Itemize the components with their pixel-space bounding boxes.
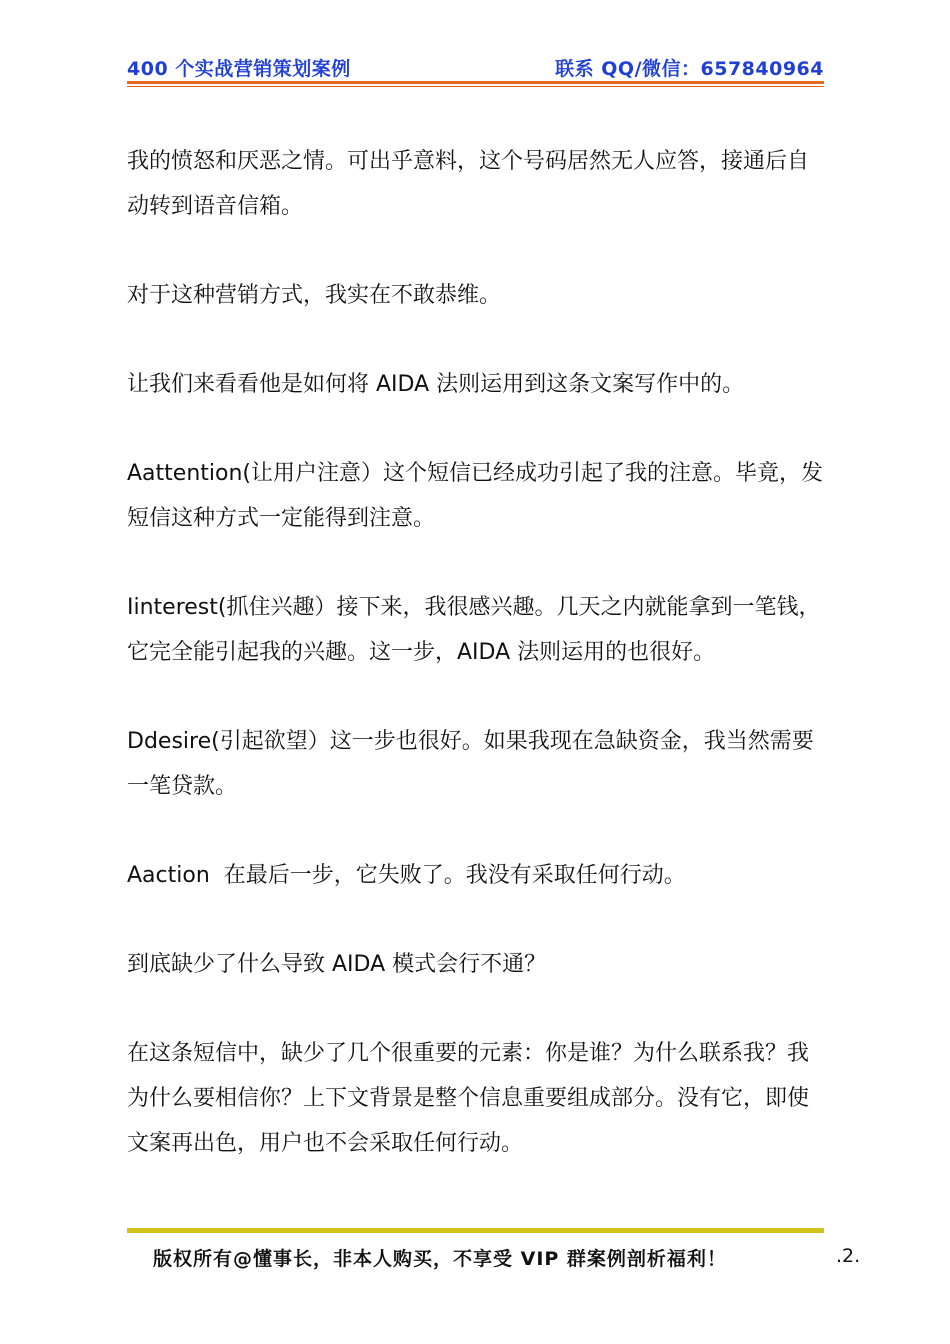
paragraph-1: 我的愤怒和厌恶之情。可出乎意料，这个号码居然无人应答，接通后自动转到语音信箱。 — [127, 149, 810, 219]
header-title: 400 个实战营销策划案例 — [127, 58, 351, 80]
header-contact: 联系 QQ/微信：657840964 — [555, 58, 824, 80]
paragraph-interest: Iinterest(抓住兴趣）接下来，我很感兴趣。几天之内就能拿到一笔钱，它完全能引起我的兴趣。这一步，AIDA 法则运用的也很好。 — [127, 595, 821, 665]
footer-copyright-notice: 版权所有@懂事长，非本人购买，不享受 VIP 群案例剖析福利！ — [153, 1248, 727, 1270]
page-header — [127, 54, 824, 80]
paragraph-attention: Aattention(让用户注意）这个短信已经成功引起了我的注意。毕竟，发短信这种方式一定能得到注意。 — [127, 461, 823, 531]
footer-divider — [127, 1228, 824, 1233]
paragraph-2: 对于这种营销方式，我实在不敢恭维。 — [127, 283, 502, 308]
paragraph-analysis: 在这条短信中，缺少了几个很重要的元素：你是谁？为什么联系我？我为什么要相信你？上下文背景是整个信息重要组成部分。没有它，即使文案再出色，用户也不会采取任何行动。 — [127, 1041, 810, 1156]
header-divider-thick — [127, 81, 824, 84]
paragraph-action: Aaction 在最后一步，它失败了。我没有采取任何行动。 — [127, 863, 686, 888]
paragraph-question: 到底缺少了什么导致 AIDA 模式会行不通？ — [127, 952, 547, 977]
page-number: .2. — [836, 1245, 861, 1267]
paragraph-desire: Ddesire(引起欲望）这一步也很好。如果我现在急缺资金，我当然需要一笔贷款。 — [127, 729, 814, 799]
document-body — [127, 139, 824, 1210]
paragraph-3: 让我们来看看他是如何将 AIDA 法则运用到这条文案写作中的。 — [127, 372, 745, 397]
header-divider-thin — [127, 86, 824, 87]
